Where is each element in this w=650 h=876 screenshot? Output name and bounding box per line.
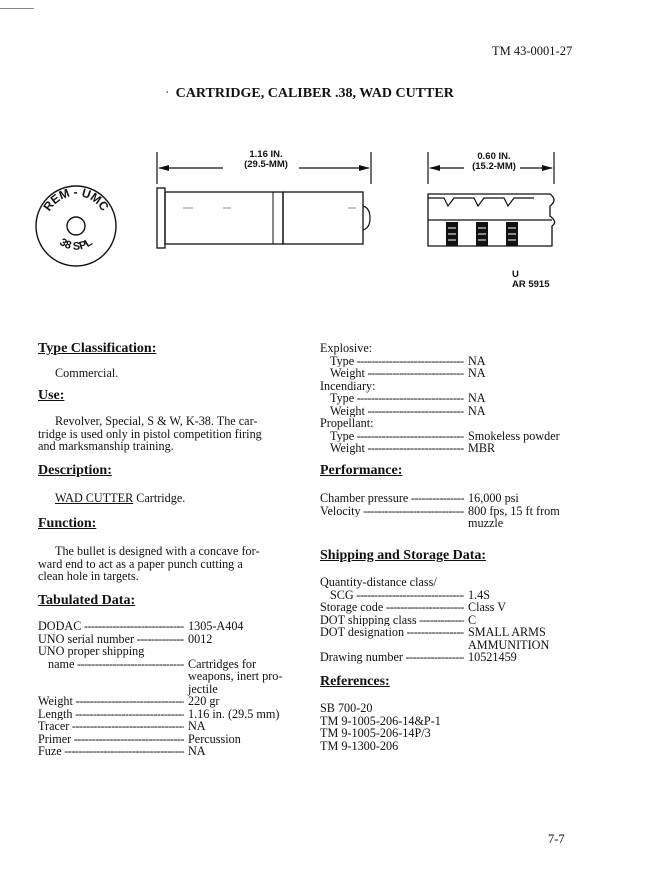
tabulated-data-heading: Tabulated Data: [38, 593, 136, 608]
length-label: Length ----- [38, 708, 184, 721]
fuze-label: Fuze ----- [38, 745, 184, 758]
propellant-label: Propellant: [320, 416, 374, 430]
explosive-weight-row [320, 367, 590, 380]
name-value-2: weapons, inert pro- [188, 669, 283, 683]
length-row [38, 708, 298, 721]
length-mm: (29.5-MM) [244, 159, 288, 170]
propellant-type-row [320, 430, 590, 443]
dodac-value: 1305-A404 [188, 619, 244, 633]
use-line: tridge is used only in pistol competition firing [38, 426, 262, 441]
tracer-value: NA [188, 719, 206, 733]
bullet-dot: · [165, 86, 170, 101]
explosive-weight-label: Weight ----- [330, 367, 464, 380]
dot-designation-row [320, 626, 590, 639]
bullet-inches: 0.60 IN. [477, 151, 511, 162]
reference-item: TM 9-1005-206-14P/3 [320, 726, 431, 740]
qd-class-label: Quantity-distance class/ [320, 575, 437, 589]
incendiary-weight-label: Weight ----- [330, 405, 464, 418]
propellant-weight-row [320, 442, 590, 455]
function-line: ward end to act as a paper punch cutting a [38, 556, 243, 571]
velocity-row [320, 505, 590, 518]
velocity-label: Velocity ----- [320, 505, 464, 518]
incendiary-type-label: Type ----- [330, 392, 464, 405]
scg-value: 1.4S [468, 587, 491, 602]
function-line: clean hole in targets. [38, 569, 139, 583]
tracer-row [38, 720, 298, 733]
shipping-storage-heading: Shipping and Storage Data: [320, 548, 487, 563]
weight-label: Weight ----- [38, 695, 184, 708]
name-value-1: Cartridges for [188, 656, 257, 671]
reference-item: TM 9-1005-206-14&P-1 [320, 713, 441, 728]
page-title [165, 86, 454, 102]
uno-serial-label: UNO serial number ----- [38, 633, 184, 646]
dot-designation-value: SMALL ARMS [468, 625, 546, 639]
weight-value: 220 gr [188, 694, 220, 708]
document-id: TM 43-0001-27 [492, 44, 573, 58]
uno-proper-label: UNO proper shipping [38, 644, 145, 658]
function-heading: Function: [38, 516, 97, 531]
scg-label: SCG ----- [330, 589, 464, 602]
drawing-number-label: Drawing number ----- [320, 651, 464, 664]
filler-data [320, 342, 590, 455]
bullet-dimension [466, 152, 522, 172]
chamber-pressure-value: 16,000 psi [468, 491, 519, 505]
svg-text:38 SPL [57, 236, 95, 253]
dot-designation-continued: AMMUNITION [468, 637, 550, 652]
dot-shipping-row [320, 614, 590, 627]
primer-row [38, 733, 298, 746]
scg-row [320, 589, 590, 602]
description-underlined: WAD CUTTER [55, 491, 134, 505]
chamber-pressure-row [320, 492, 590, 505]
uno-serial-value: 0012 [188, 631, 213, 646]
length-value: 1.16 in. (29.5 mm) [188, 706, 280, 721]
top-rule [0, 8, 34, 9]
explosive-weight-value: NA [468, 366, 486, 380]
reference-item: SB 700-20 [320, 701, 373, 715]
description-rest: Cartridge. [133, 491, 186, 505]
incendiary-type-value: NA [468, 391, 486, 405]
description-heading: Description: [38, 463, 112, 478]
fuze-value: NA [188, 744, 206, 758]
headstamp-top-text: REM - UMC [40, 184, 112, 214]
fuze-row [38, 745, 298, 758]
velocity-value: 800 fps, 15 ft from [468, 503, 560, 518]
reference-item: TM 9-1300-206 [320, 738, 399, 753]
performance-heading: Performance: [320, 463, 403, 478]
page-number: 7-7 [548, 832, 565, 846]
length-inches: 1.16 IN. [249, 149, 283, 160]
dot-shipping-label: DOT shipping class ----- [320, 614, 464, 627]
use-line: and marksmanship training. [38, 439, 174, 453]
function-line: The bullet is designed with a concave for- [55, 544, 260, 558]
dot-shipping-value: C [468, 612, 477, 627]
chamber-pressure-label: Chamber pressure ----- [320, 492, 464, 505]
performance-data [320, 492, 590, 530]
length-dimension [236, 150, 296, 170]
name-value-3: jectile [188, 681, 218, 696]
references-list [320, 702, 590, 752]
headstamp-drawing [30, 180, 122, 272]
bullet-mm: (15.2-MM) [472, 161, 516, 172]
velocity-continued: muzzle [468, 516, 504, 530]
code-u: U [512, 269, 519, 280]
weight-row [38, 695, 298, 708]
propellant-weight-value: MBR [468, 441, 496, 455]
headstamp-figure [30, 180, 122, 272]
title-text: CARTRIDGE, CALIBER .38, WAD CUTTER [175, 86, 454, 101]
shipping-storage-data [320, 576, 590, 664]
description-text [55, 492, 185, 505]
drawing-number-row [320, 651, 590, 664]
references-heading: References: [320, 674, 390, 689]
incendiary-type-row [320, 392, 590, 405]
storage-code-value: Class V [468, 600, 507, 614]
propellant-type-value: Smokeless powder [468, 428, 560, 443]
figure-code [512, 270, 562, 290]
propellant-type-label: Type ----- [330, 430, 464, 443]
explosive-type-row [320, 355, 590, 368]
type-classification-text: Commercial. [55, 366, 119, 380]
incendiary-weight-value: NA [468, 403, 486, 418]
dot-designation-label: DOT designation ----- [320, 626, 464, 639]
function-text [38, 545, 298, 583]
incendiary-label: Incendiary: [320, 378, 376, 393]
primer-label: Primer ----- [38, 733, 184, 746]
dodac-label: DODAC ----- [38, 620, 184, 633]
name-label: name ----- [48, 658, 184, 671]
use-heading: Use: [38, 388, 65, 403]
headstamp-bottom-text: 38 SPL [57, 236, 95, 253]
propellant-weight-label: Weight ----- [330, 442, 464, 455]
explosive-type-label: Type ----- [330, 355, 464, 368]
tabulated-data-table [38, 620, 298, 758]
use-line: Revolver, Special, S & W, K-38. The car- [55, 414, 258, 428]
use-text [38, 415, 298, 453]
explosive-label: Explosive: [320, 341, 373, 355]
drawing-number-value: 10521459 [468, 650, 517, 664]
type-classification-heading: Type Classification: [38, 341, 157, 356]
primer-value: Percussion [188, 731, 241, 746]
tracer-label: Tracer ----- [38, 720, 184, 733]
storage-code-label: Storage code ----- [320, 601, 464, 614]
dodac-row [38, 620, 298, 633]
code-ar: AR 5915 [512, 279, 550, 290]
svg-text:REM - UMC [40, 185, 111, 214]
storage-code-row [320, 601, 590, 614]
explosive-type-value: NA [468, 353, 486, 368]
